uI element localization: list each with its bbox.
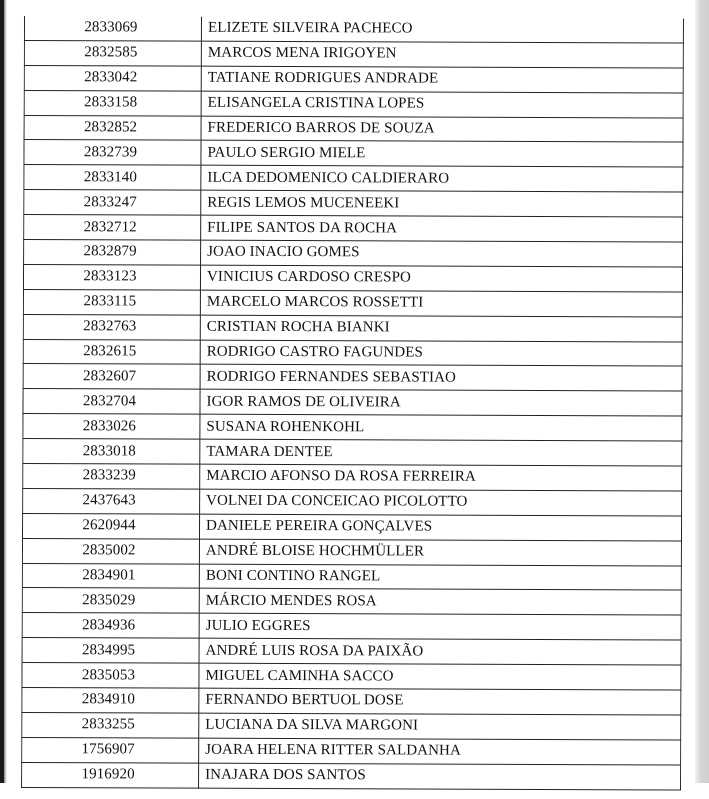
person-name: IGOR RAMOS DE OLIVEIRA [200, 390, 682, 417]
table-row [23, 414, 682, 441]
table-row [23, 314, 682, 341]
table-row [22, 513, 681, 540]
registration-number: 2832585 [24, 40, 201, 66]
table-row [24, 140, 683, 167]
table-row [22, 588, 681, 615]
person-name: DANIELE PEREIRA GONÇALVES [199, 514, 681, 541]
person-name: RODRIGO CASTRO FAGUNDES [200, 340, 682, 367]
person-name: MIGUEL CAMINHA SACCO [199, 663, 681, 690]
person-name: VOLNEI DA CONCEICAO PICOLOTTO [200, 489, 682, 516]
person-name: TATIANE RODRIGUES ANDRADE [201, 66, 683, 93]
table-row [23, 464, 682, 491]
person-name: BONI CONTINO RANGEL [199, 564, 681, 591]
person-name: JOAO INACIO GOMES [201, 240, 683, 267]
person-name: ANDRÉ BLOISE HOCHMÜLLER [199, 539, 681, 566]
person-name: FERNANDO BERTUOL DOSE [199, 688, 681, 715]
registration-number: 2835053 [22, 663, 199, 689]
table-row [22, 563, 681, 590]
person-name: SUSANA ROHENKOHL [200, 414, 682, 441]
table-row [24, 65, 683, 92]
table-row [23, 389, 682, 416]
registration-number: 2834910 [22, 688, 199, 714]
table-row [22, 663, 681, 690]
registration-number: 2833239 [23, 464, 200, 490]
registration-number: 2833140 [24, 165, 201, 191]
registration-number: 2832712 [24, 215, 201, 241]
person-name: RODRIGO FERNANDES SEBASTIAO [200, 365, 682, 392]
registration-number: 2832879 [24, 240, 201, 266]
table-row [24, 240, 683, 267]
table-row [23, 289, 682, 316]
table-row [24, 190, 683, 217]
registration-number: 2832704 [23, 389, 200, 415]
person-name: CRISTIAN ROCHA BIANKI [200, 315, 682, 342]
table-row [23, 339, 682, 366]
registration-number: 2832607 [23, 364, 200, 390]
registration-number: 2833247 [24, 190, 201, 216]
table-row [23, 264, 682, 291]
registration-number: 2832763 [23, 314, 200, 340]
person-name: REGIS LEMOS MUCENEEKI [201, 190, 683, 217]
table-row [23, 439, 682, 466]
person-name: PAULO SERGIO MIELE [201, 141, 683, 168]
person-name: ILCA DEDOMENICO CALDIERARO [201, 166, 683, 193]
table-row [22, 712, 681, 739]
person-name: MÁRCIO MENDES ROSA [199, 589, 681, 616]
person-name: VINICIUS CARDOSO CRESPO [200, 265, 682, 292]
table-row [24, 90, 683, 117]
registration-number: 2833042 [24, 65, 201, 91]
registration-number: 2833069 [24, 16, 201, 41]
registration-number: 2832739 [24, 140, 201, 166]
registration-number: 1916920 [22, 762, 199, 788]
registration-number: 2835002 [22, 538, 199, 564]
registration-number: 2832615 [23, 339, 200, 365]
registration-number: 2833255 [22, 712, 199, 738]
document-page [21, 16, 684, 799]
table-row [24, 165, 683, 192]
person-name: MARCELO MARCOS ROSSETTI [200, 290, 682, 317]
registration-number: 2833026 [23, 414, 200, 440]
person-name: TAMARA DENTEE [200, 439, 682, 466]
registration-number: 2437643 [23, 488, 200, 514]
registration-number: 2832852 [24, 115, 201, 141]
table-row [22, 737, 681, 764]
person-name: ELIZETE SILVEIRA PACHECO [201, 17, 683, 43]
registration-number: 2835029 [22, 588, 199, 614]
table-row [22, 688, 681, 715]
registration-number: 2834995 [22, 638, 199, 664]
table-row [22, 762, 681, 789]
table-row [24, 115, 683, 142]
table-row [24, 40, 683, 67]
table-row [22, 638, 681, 665]
person-name: FREDERICO BARROS DE SOUZA [201, 116, 683, 143]
registration-number: 2834936 [22, 613, 199, 639]
table-row [23, 488, 682, 515]
person-name: ANDRÉ LUIS ROSA DA PAIXÃO [199, 638, 681, 665]
person-name: LUCIANA DA SILVA MARGONI [199, 713, 681, 740]
table-row [24, 215, 683, 242]
person-name: MARCIO AFONSO DA ROSA FERREIRA [200, 464, 682, 491]
person-name: JULIO EGGRES [199, 614, 681, 641]
registration-number: 2833018 [23, 439, 200, 465]
person-name: MARCOS MENA IRIGOYEN [201, 41, 683, 68]
scan-right-edge [695, 0, 709, 783]
registration-number: 1756907 [22, 737, 199, 763]
person-name: FILIPE SANTOS DA ROCHA [201, 215, 683, 242]
person-name: INAJARA DOS SANTOS [199, 763, 681, 790]
person-name: ELISANGELA CRISTINA LOPES [201, 91, 683, 118]
table-row [22, 613, 681, 640]
table-row [23, 364, 682, 391]
registration-number: 2833123 [23, 264, 200, 290]
name-id-table [21, 16, 684, 790]
person-name: JOARA HELENA RITTER SALDANHA [199, 738, 681, 765]
registration-number: 2620944 [22, 513, 199, 539]
scan-left-edge [0, 0, 4, 783]
table-row [24, 16, 683, 43]
registration-number: 2833158 [24, 90, 201, 116]
registration-number: 2834901 [22, 563, 199, 589]
registration-number: 2833115 [23, 289, 200, 315]
table-row [22, 538, 681, 565]
